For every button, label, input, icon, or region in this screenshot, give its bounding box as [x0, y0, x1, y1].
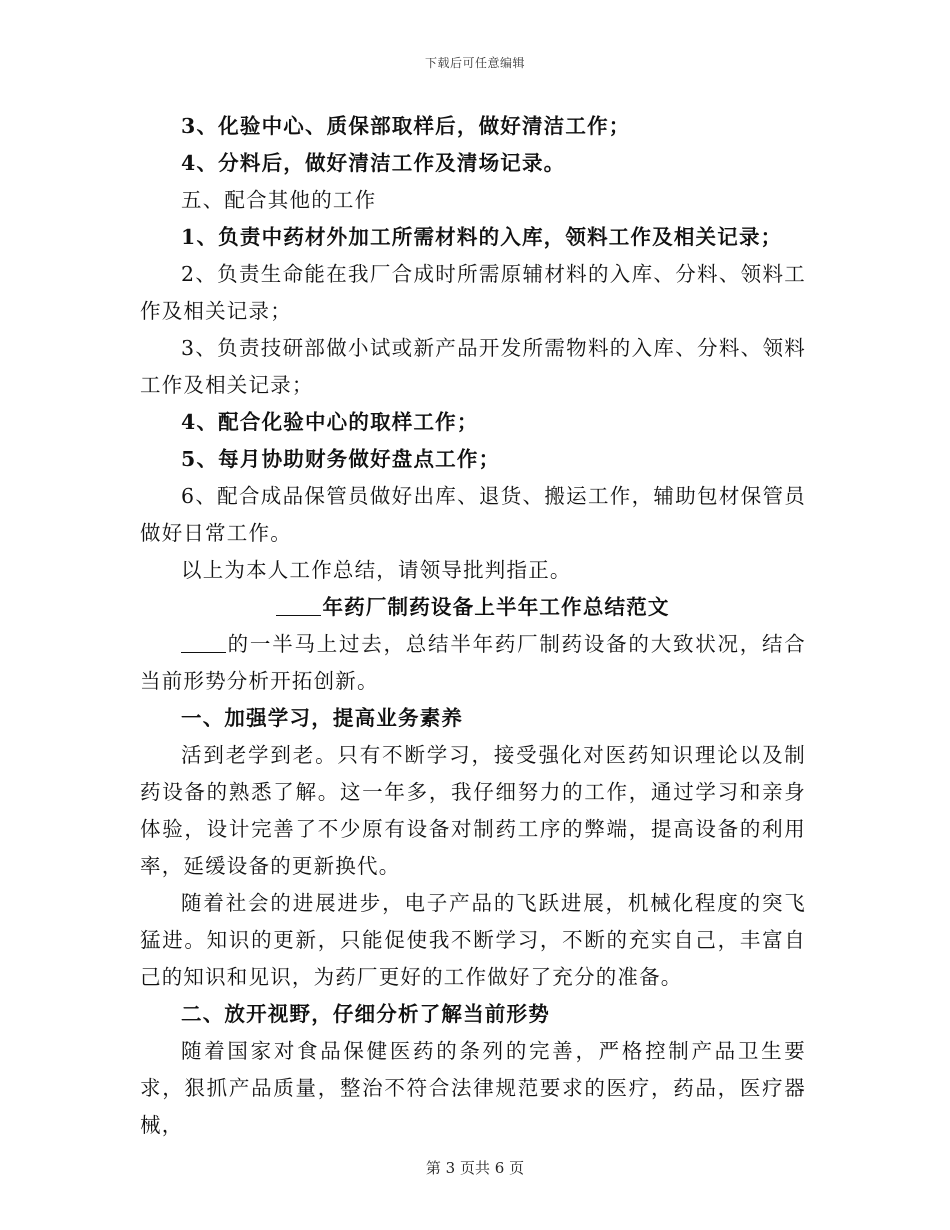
blank-underline [276, 597, 321, 616]
paragraph: 5、每月协助财务做好盘点工作； [181, 447, 501, 471]
page-header: 下载后可任意编辑 [424, 56, 525, 70]
section-heading: 二、放开视野，仔细分析了解当前形势 [181, 1002, 550, 1026]
paragraph: 6、配合成品保管员做好出库、退货、搬运工作，辅助包材保管员做好日常工作。 [140, 484, 806, 545]
section-heading: 五、配合其他的工作 [181, 188, 377, 212]
paragraph: 随着社会的进展进步，电子产品的飞跃进展，机械化程度的突飞猛进。知识的更新，只能促使我不断学习，不断的充实自己，丰富自己的知识和见识，为药厂更好的工作做好了充分的准备。 [140, 891, 806, 989]
article-title-text: 年药厂制药设备上半年工作总结范文 [322, 595, 670, 619]
page-footer: 第 3 页共 6 页 [425, 1159, 525, 1177]
paragraph: 以上为本人工作总结，请领导批判指正。 [181, 558, 572, 582]
paragraph: 活到老学到老。只有不断学习，接受强化对医药知识理论以及制药设备的熟悉了解。这一年多，我仔细努力的工作，通过学习和亲身体验，设计完善了不少原有设备对制药工序的弊端，提高设备的利用率，延缓设备的更新换代。 [140, 743, 806, 878]
paragraph: 3、负责技研部做小试或新产品开发所需物料的入库、分料、领料工作及相关记录； [140, 336, 806, 397]
article-title [140, 589, 806, 626]
section-heading: 一、加强学习，提高业务素养 [181, 706, 464, 730]
paragraph: 4、配合化验中心的取样工作； [181, 410, 479, 434]
document-body [140, 108, 806, 1144]
paragraph: 2、负责生命能在我厂合成时所需原辅材料的入库、分料、领料工作及相关记录； [140, 262, 806, 323]
paragraph: 4、分料后，做好清洁工作及清场记录。 [181, 151, 566, 175]
blank-underline [181, 634, 226, 653]
paragraph: 随着国家对食品保健医药的条列的完善，严格控制产品卫生要求，狠抓产品质量，整治不符合法律规范要求的医疗，药品，医疗器械， [140, 1039, 806, 1137]
paragraph-text: 的一半马上过去，总结半年药厂制药设备的大致状况，结合当前形势分析开拓创新。 [140, 632, 806, 693]
paragraph: 3、化验中心、质保部取样后，做好清洁工作； [181, 114, 631, 138]
paragraph: 1、负责中药材外加工所需材料的入库，领料工作及相关记录； [181, 225, 783, 249]
paragraph [140, 626, 806, 700]
